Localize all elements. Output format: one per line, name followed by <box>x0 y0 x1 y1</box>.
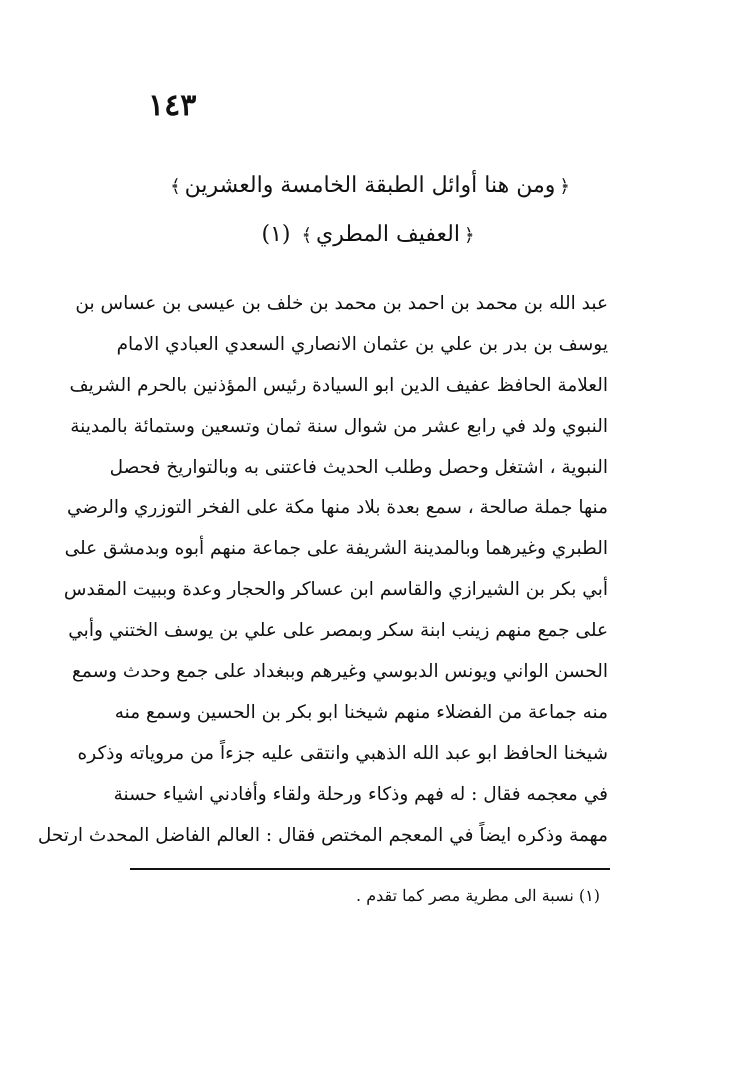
body-line: النبوية ، اشتغل وحصل وطلب الحديث فاعتنى به وبالتواريخ فحصل <box>109 456 608 478</box>
entry-heading-text: العفيف المطري <box>316 222 460 247</box>
body-line: الطبري وغيرهما وبالمدينة الشريفة على جماعة منهم أبوه وبدمشق على <box>64 538 608 560</box>
body-line: في معجمه فقال : له فهم وذكاء ورحلة ولقاء وأفادني اشياء حسنة <box>113 783 608 805</box>
body-text <box>37 284 608 856</box>
footnote: (١) نسبة الى مطرية مصر كما تقدم . <box>356 886 600 905</box>
body-line: مهمة وذكره ايضاً في المعجم المختص فقال : العالم الفاضل المحدث ارتحل <box>37 824 608 846</box>
section-heading-text: ومن هنا أوائل الطبقة الخامسة والعشرين <box>184 173 556 198</box>
ornament-close: ﴾ <box>301 225 313 246</box>
body-line: الحسن الواني ويونس الدبوسي وغيرهم وببغداد على جمع وحدث وسمع <box>72 661 608 683</box>
body-line: منها جملة صالحة ، سمع بعدة بلاد منها مكة على الفخر التوزري والرضي <box>66 497 608 519</box>
body-line: يوسف بن بدر بن علي بن عثمان الانصاري السعدي العبادي الامام <box>116 333 608 355</box>
page-number: ١٤٣ <box>148 88 197 123</box>
body-line: شيخنا الحافظ ابو عبد الله الذهبي وانتقى عليه جزءاً من مروياته وذكره <box>77 742 608 764</box>
body-line: العلامة الحافظ عفيف الدين ابو السيادة رئيس المؤذنين بالحرم الشريف <box>69 374 608 396</box>
entry-heading <box>120 222 620 247</box>
body-line: منه جماعة من الفضلاء منهم شيخنا ابو بكر بن الحسين وسمع منه <box>114 701 608 723</box>
ornament-open: ﴿ <box>559 176 570 197</box>
body-line: النبوي ولد في رابع عشر من شوال سنة ثمان وتسعين وستمائة بالمدينة <box>70 415 608 437</box>
body-line: عبد الله بن محمد بن احمد بن محمد بن خلف بن عيسى بن عساس بن <box>75 293 608 314</box>
section-heading <box>120 173 620 198</box>
entry-footnote-marker: (١) <box>261 222 291 247</box>
body-line: على جمع منهم زينب ابنة سكر وبمصر على علي بن يوسف الختني وأبي <box>68 620 608 642</box>
body-line: أبي بكر بن الشيرازي والقاسم ابن عساكر والحجار وعدة وببيت المقدس <box>63 579 608 601</box>
ornament-close: ﴾ <box>170 176 181 197</box>
ornament-open: ﴿ <box>463 225 475 246</box>
footnote-separator <box>130 868 610 870</box>
